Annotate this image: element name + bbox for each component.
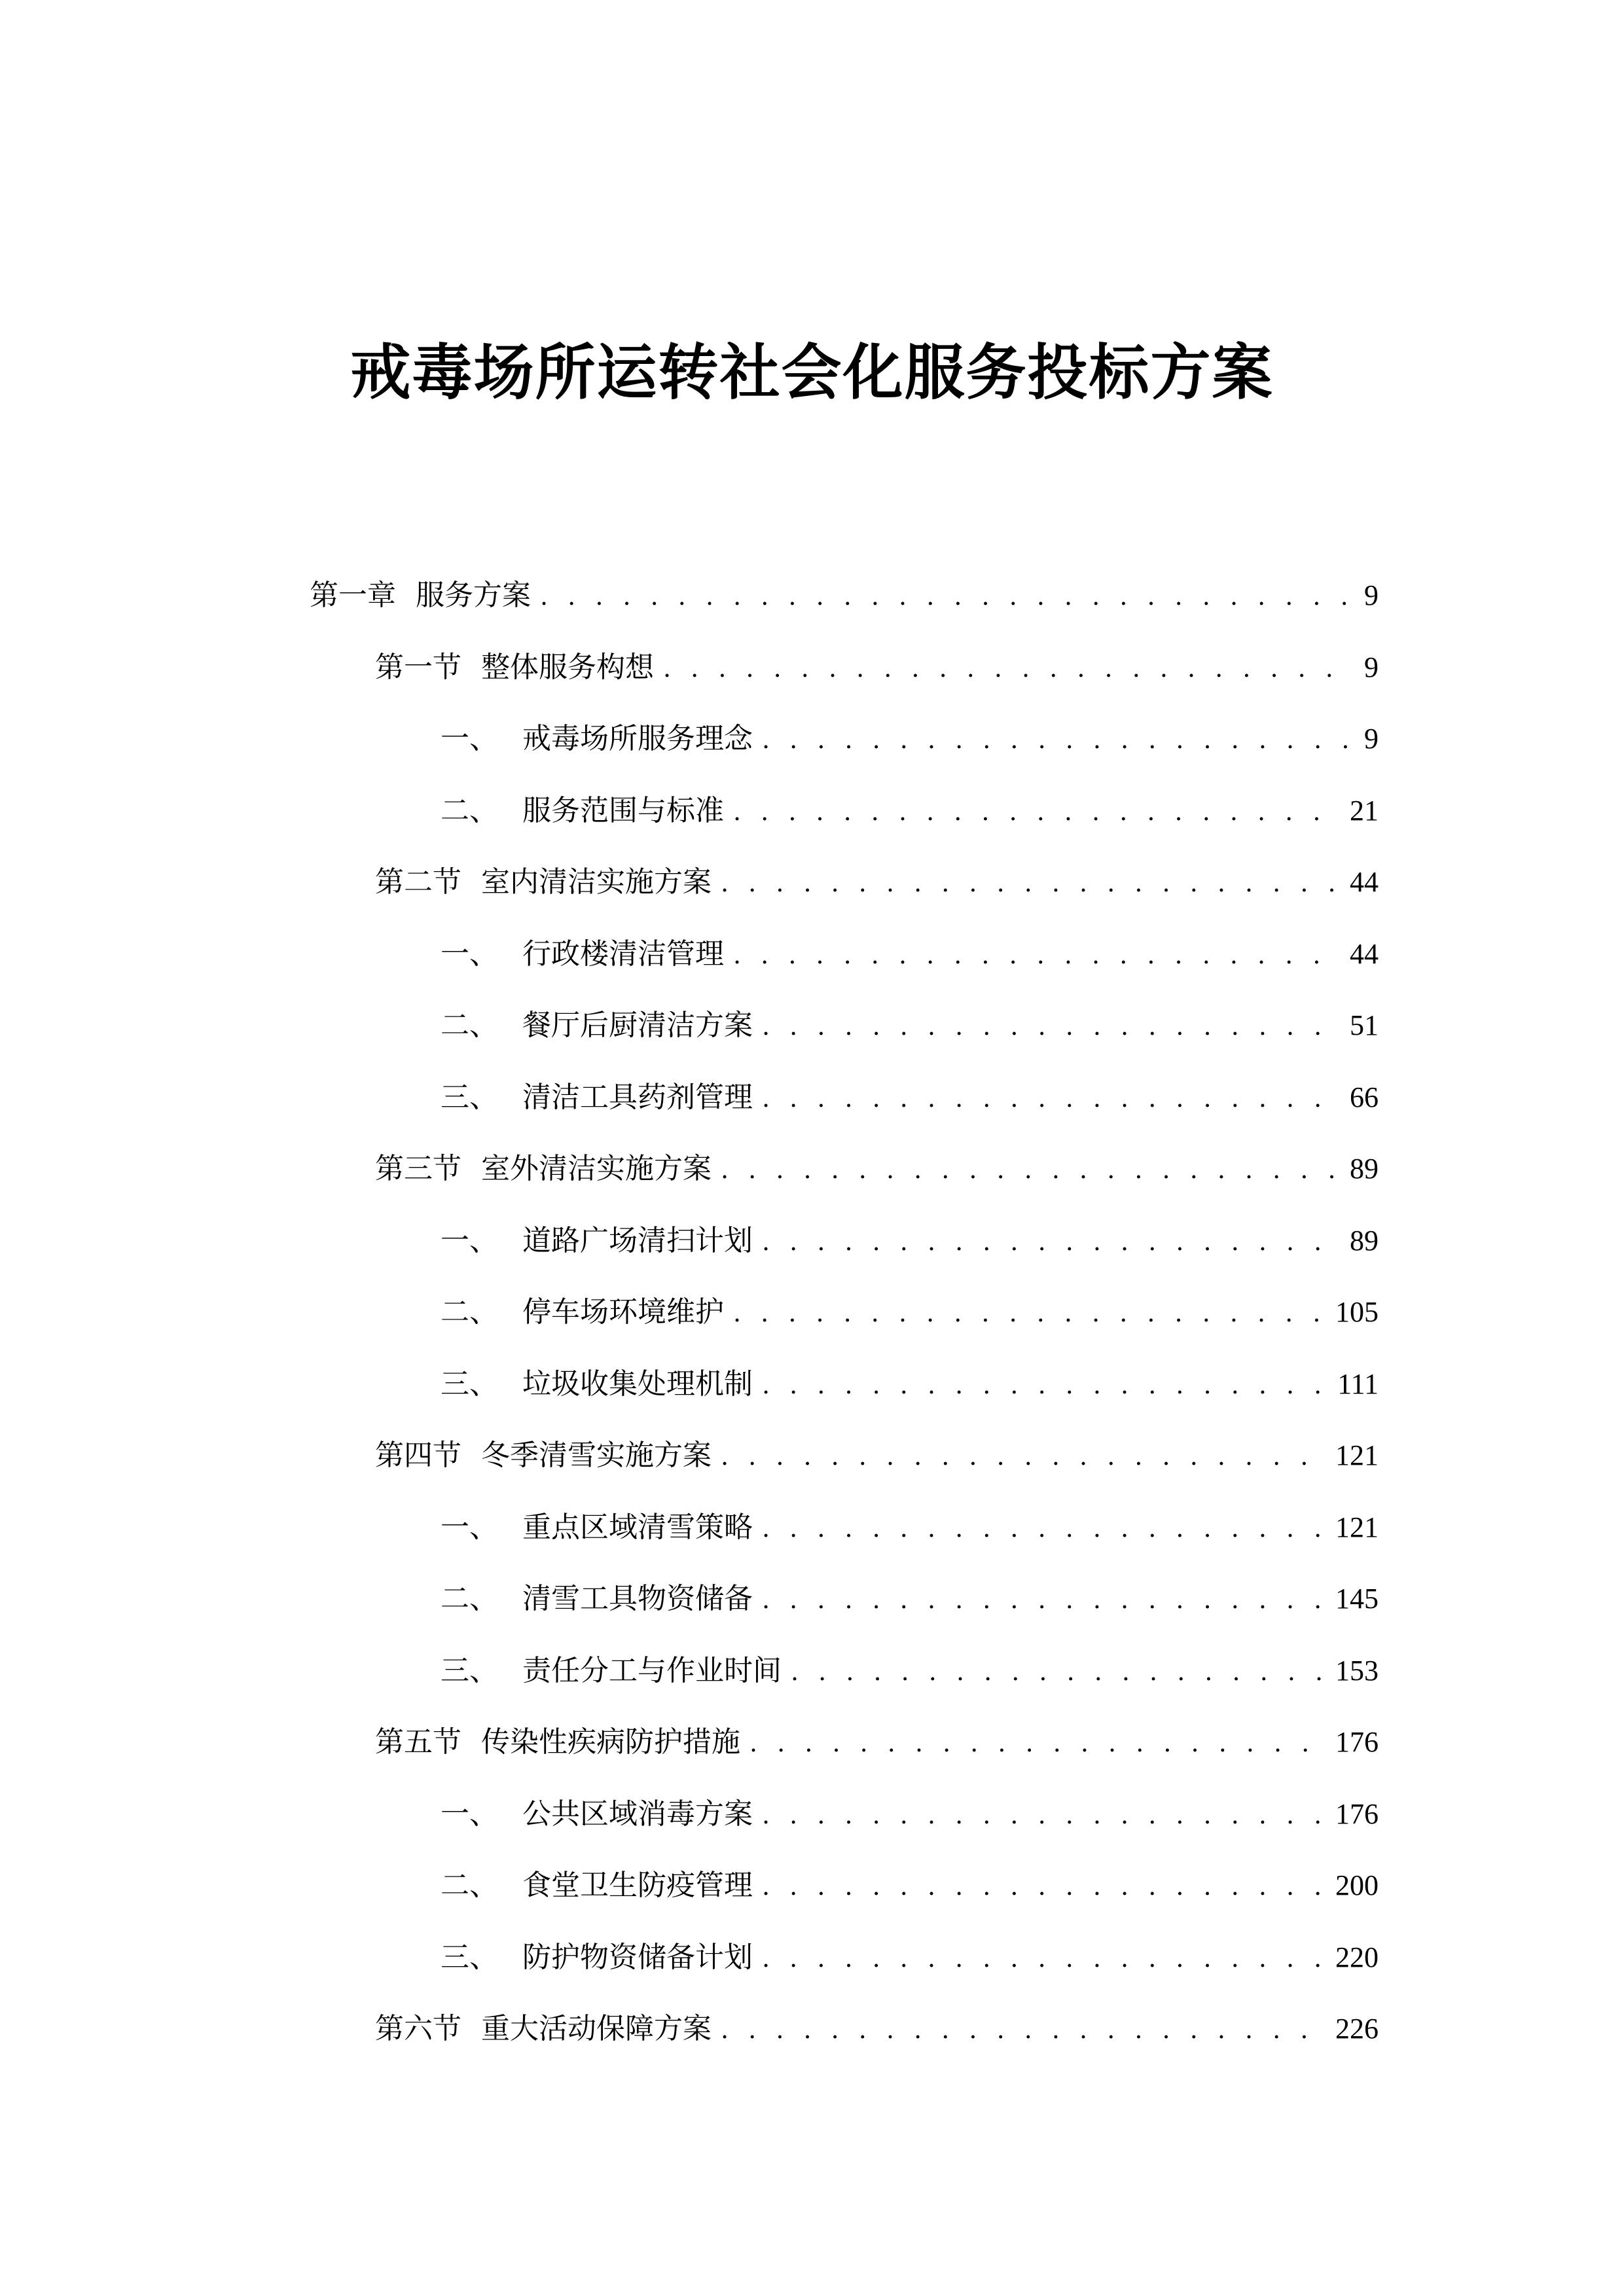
toc-entry[interactable] <box>441 1289 1379 1335</box>
toc-entry-number: 第五节 <box>375 1725 461 1759</box>
toc-entry[interactable] <box>375 645 1379 691</box>
toc-entry[interactable] <box>441 1576 1379 1622</box>
toc-entry-number: 一、 <box>441 937 498 971</box>
toc-dot-leader <box>721 1147 1341 1192</box>
toc-entry-number: 第三节 <box>375 1152 461 1185</box>
toc-entry[interactable] <box>441 788 1379 834</box>
toc-entry[interactable] <box>441 1361 1379 1407</box>
toc-entry-page-number: 89 <box>1350 1153 1379 1185</box>
toc-entry[interactable] <box>441 931 1379 977</box>
toc-entry[interactable] <box>441 1003 1379 1049</box>
toc-entry-page-number: 9 <box>1364 579 1379 611</box>
toc-entry-title: 防护物资储备计划 <box>522 1941 753 1974</box>
toc-entry-title: 室内清洁实施方案 <box>481 865 712 899</box>
toc-entry-title: 食堂卫生防疫管理 <box>522 1869 753 1902</box>
toc-entry-title: 道路广场清扫计划 <box>522 1224 753 1257</box>
toc-entry[interactable] <box>310 573 1379 619</box>
toc-entry[interactable] <box>441 1791 1379 1837</box>
toc-entry[interactable] <box>441 1863 1379 1909</box>
toc-dot-leader <box>762 1075 1341 1121</box>
toc-entry-number: 三、 <box>441 1367 498 1401</box>
toc-entry-page-number: 111 <box>1337 1368 1379 1400</box>
toc-entry-title: 停车场环境维护 <box>522 1295 724 1329</box>
toc-dot-leader <box>791 1649 1326 1694</box>
toc-entry-page-number: 51 <box>1350 1009 1379 1041</box>
toc-entry-page-number: 66 <box>1350 1081 1379 1113</box>
toc-entry-title: 服务方案 <box>416 579 531 612</box>
toc-entry-page-number: 176 <box>1335 1798 1379 1830</box>
toc-entry[interactable] <box>441 1218 1379 1264</box>
toc-entry-title: 餐厅后厨清洁方案 <box>522 1009 753 1042</box>
toc-entry[interactable] <box>441 1505 1379 1551</box>
toc-dot-leader <box>721 860 1341 905</box>
toc-entry-page-number: 121 <box>1335 1439 1379 1471</box>
toc-entry-title: 室外清洁实施方案 <box>481 1152 712 1185</box>
toc-entry-number: 二、 <box>441 1869 498 1902</box>
toc-entry-page-number: 145 <box>1335 1583 1379 1615</box>
toc-entry-page-number: 105 <box>1335 1296 1379 1328</box>
toc-dot-leader <box>721 2007 1326 2052</box>
toc-entry[interactable] <box>375 1433 1379 1479</box>
toc-entry[interactable] <box>375 1146 1379 1192</box>
toc-dot-leader <box>540 573 1355 619</box>
toc-entry-number: 第一节 <box>375 651 461 684</box>
toc-dot-leader <box>663 645 1355 691</box>
toc-dot-leader <box>733 789 1341 834</box>
toc-entry[interactable] <box>441 1935 1379 1981</box>
toc-entry-title: 清洁工具药剂管理 <box>522 1081 753 1114</box>
toc-entry-number: 三、 <box>441 1654 498 1687</box>
toc-entry-title: 服务范围与标准 <box>522 794 724 827</box>
toc-dot-leader <box>762 1362 1328 1407</box>
toc-entry-title: 责任分工与作业时间 <box>522 1654 782 1687</box>
toc-entry-page-number: 153 <box>1335 1655 1379 1687</box>
toc-entry-number: 第四节 <box>375 1439 461 1472</box>
toc-entry-page-number: 121 <box>1335 1511 1379 1543</box>
toc-entry-number: 二、 <box>441 1009 498 1042</box>
toc-dot-leader <box>762 717 1355 762</box>
toc-entry-number: 二、 <box>441 1582 498 1615</box>
document-title: 戒毒场所运转社会化服务投标方案 <box>350 338 1274 408</box>
toc-entry-page-number: 200 <box>1335 1869 1379 1901</box>
toc-entry[interactable] <box>375 2006 1379 2052</box>
toc-entry-title: 垃圾收集处理机制 <box>522 1367 753 1401</box>
toc-dot-leader <box>721 1433 1326 1479</box>
toc-entry-title: 重大活动保障方案 <box>481 2012 712 2045</box>
toc-dot-leader <box>733 1290 1326 1335</box>
toc-entry-title: 清雪工具物资储备 <box>522 1582 753 1615</box>
toc-dot-leader <box>749 1720 1326 1765</box>
toc-dot-leader <box>762 1505 1326 1551</box>
toc-entry-number: 一、 <box>441 1224 498 1257</box>
toc-entry-page-number: 176 <box>1335 1726 1379 1758</box>
toc-entry-page-number: 9 <box>1364 723 1379 755</box>
toc-entry-number: 二、 <box>441 794 498 827</box>
toc-entry-page-number: 44 <box>1350 866 1379 898</box>
toc-entry-number: 三、 <box>441 1081 498 1114</box>
toc-entry-title: 整体服务构想 <box>481 651 654 684</box>
toc-entry[interactable] <box>375 1719 1379 1765</box>
toc-entry-page-number: 44 <box>1350 938 1379 970</box>
toc-entry-title: 冬季清雪实施方案 <box>481 1439 712 1472</box>
toc-entry-title: 传染性疾病防护措施 <box>481 1725 740 1759</box>
toc-dot-leader <box>762 1577 1326 1622</box>
toc-dot-leader <box>762 1935 1326 1981</box>
toc-entry[interactable] <box>441 716 1379 762</box>
toc-entry-title: 戒毒场所服务理念 <box>522 722 753 755</box>
toc-entry-title: 公共区域消毒方案 <box>522 1797 753 1831</box>
toc-entry-number: 一、 <box>441 1511 498 1544</box>
toc-entry-page-number: 226 <box>1335 2013 1379 2045</box>
toc-entry-number: 第六节 <box>375 2012 461 2045</box>
toc-entry-page-number: 21 <box>1350 795 1379 827</box>
toc-entry-number: 一、 <box>441 722 498 755</box>
toc-entry[interactable] <box>441 1648 1379 1694</box>
toc-dot-leader <box>733 932 1341 977</box>
toc-entry-page-number: 89 <box>1350 1225 1379 1257</box>
toc-entry-number: 二、 <box>441 1295 498 1329</box>
toc-entry[interactable] <box>441 1075 1379 1121</box>
toc-entry-number: 一、 <box>441 1797 498 1831</box>
toc-dot-leader <box>762 1219 1341 1264</box>
toc-entry-page-number: 9 <box>1364 651 1379 683</box>
toc-dot-leader <box>762 1792 1326 1837</box>
toc-dot-leader <box>762 1863 1326 1909</box>
toc-entry-number: 三、 <box>441 1941 498 1974</box>
toc-entry-title: 重点区域清雪策略 <box>522 1511 753 1544</box>
toc-entry-number: 第一章 <box>310 579 396 612</box>
toc-dot-leader <box>762 1003 1341 1049</box>
toc-entry-number: 第二节 <box>375 865 461 899</box>
toc-entry-title: 行政楼清洁管理 <box>522 937 724 971</box>
toc-entry-page-number: 220 <box>1335 1941 1379 1973</box>
toc-entry[interactable] <box>375 859 1379 905</box>
